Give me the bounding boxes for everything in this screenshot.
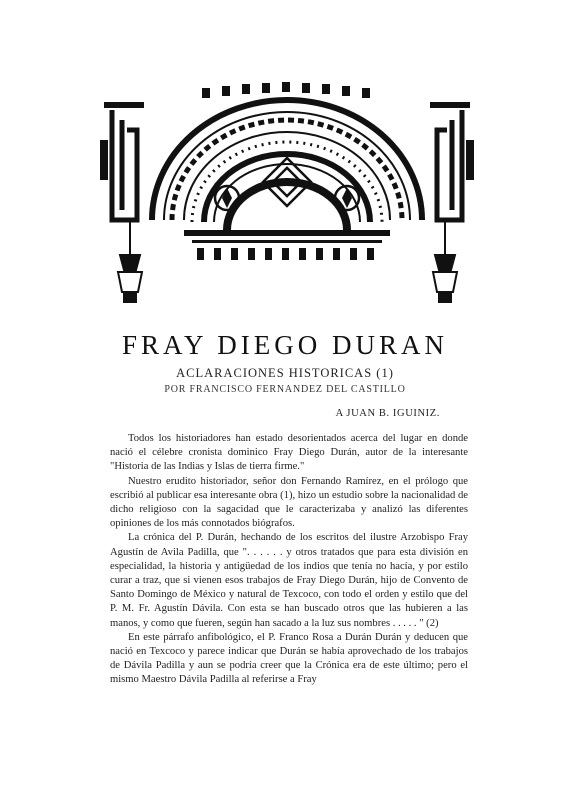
article-author: POR FRANCISCO FERNANDEZ DEL CASTILLO bbox=[164, 384, 406, 395]
article-dedication: A JUAN B. IGUINIZ. bbox=[335, 408, 440, 419]
aztec-ornament-header bbox=[92, 70, 482, 310]
article-body bbox=[110, 432, 468, 688]
article-subtitle: ACLARACIONES HISTORICAS (1) bbox=[176, 366, 394, 380]
article-title: FRAY DIEGO DURAN bbox=[121, 330, 449, 360]
paragraph: La crónica del P. Durán, hechando de los escritos del ilustre Arzobispo Fray Agustín de Avila Padilla, que ". . . . . . y otros tratados que para esta división en especialidad, la historia y antigüedad de los indios que tenía no hacía, y por estilo curar a traz, que si vienen esos trabajos de Fray Diego Durán, hijo de Convento de Santo Domingo de México y natural de Texcoco, con todo el orden y estilo que del P. M. Fr. Agustín Dávila. Con esta se han buscado otros que las hubieren a las manos, y como que fueren, según han sacado a la luz sus nombres . . . . . " (2) bbox=[110, 532, 468, 629]
paragraph: En este párrafo anfibológico, el P. Franco Rosa a Durán Durán y deducen que nació en Texcoco y parece indicar que Durán se había aprovechado de los trabajos de Dávila Padilla y aun se podría creer que la Crónica era de este último; pero el mismo Maestro Dávila Padilla al referirse a Fray bbox=[110, 631, 468, 686]
paragraph: Nuestro erudito historiador, señor don Fernando Ramírez, en el prólogo que escribió al publicar esa interesante obra (1), hizo un estudio sobre la nacionalidad de dicho religioso con la sagacidad que le caracterizaba y analizó las diferentes opiniones de los más connotados biógrafos. bbox=[110, 475, 468, 530]
paragraph: Todos los historiadores han estado desorientados acerca del lugar en donde nació el célebre cronista dominico Fray Diego Durán, autor de la interesante "Historia de las Indias y Islas de tierra firme." bbox=[110, 433, 468, 473]
